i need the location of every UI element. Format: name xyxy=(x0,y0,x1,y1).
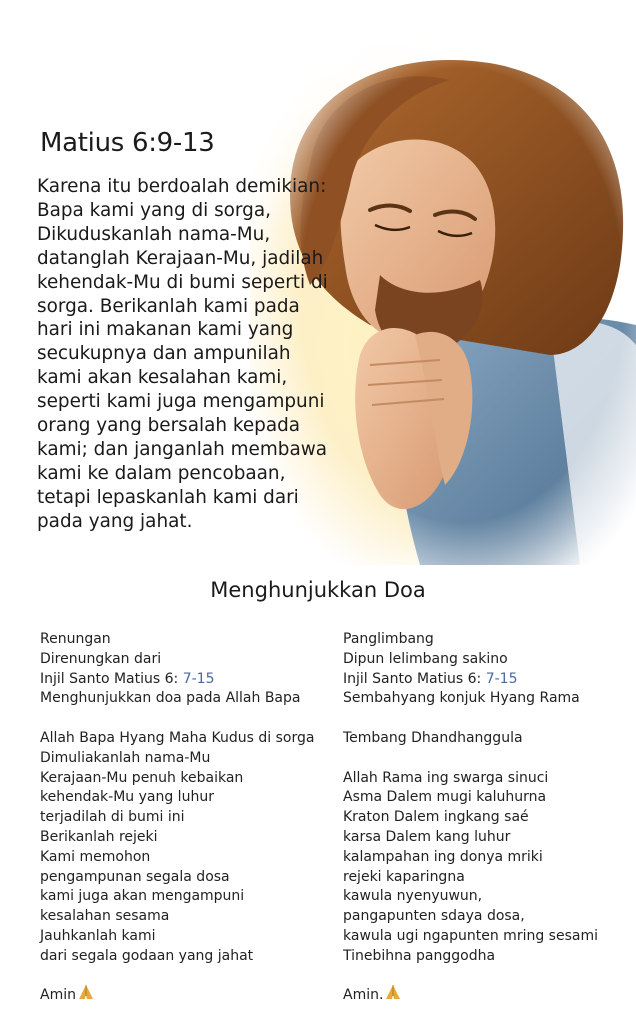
intro-line: Dipun lelimbang sakino xyxy=(343,650,508,667)
amen-right xyxy=(343,984,402,1003)
prayer-line: Dimuliakanlah nama-Mu xyxy=(40,749,211,766)
prayer-line: dari segala godaan yang jahat xyxy=(40,947,254,964)
prayer-line: kalampahan ing donya mriki xyxy=(343,848,543,865)
verse-line: seperti kami juga mengampuni xyxy=(37,391,325,413)
praying-hands-icon xyxy=(384,984,402,1002)
prayer-line: Tinebihna panggodha xyxy=(343,947,496,964)
verse-line: kami akan kesalahan kami, xyxy=(37,367,288,389)
amen-left xyxy=(40,984,95,1003)
intro-line: Direnungkan dari xyxy=(40,650,162,667)
reference-verses: 7-15 xyxy=(485,670,518,687)
scripture-verse-text xyxy=(37,175,337,534)
verse-line: hari ini makanan kami yang xyxy=(37,319,294,341)
prayer-line: Allah Bapa Hyang Maha Kudus di sorga xyxy=(40,729,315,746)
intro-line: Renungan xyxy=(40,631,111,647)
verse-line: secukupnya dan ampunilah xyxy=(37,343,291,365)
verse-line: tetapi lepaskanlah kami dari xyxy=(37,486,299,508)
verse-line: Karena itu berdoalah demikian: xyxy=(37,176,327,197)
prayer-subtitle: Menghunjukkan doa pada Allah Bapa xyxy=(40,690,301,707)
gospel-reference xyxy=(343,670,623,690)
intro-line: Panglimbang xyxy=(343,631,434,647)
verse-line: kami ke dalam pencobaan, xyxy=(37,462,286,484)
verse-line: datanglah Kerajaan-Mu, jadilah xyxy=(37,247,324,269)
prayer-line: Berikanlah rejeki xyxy=(40,828,158,845)
prayer-subtitle: Sembahyang konjuk Hyang Rama xyxy=(343,690,580,707)
reference-prefix: Injil Santo Matius 6: xyxy=(343,670,486,687)
prayer-line: terjadilah di bumi ini xyxy=(40,809,185,826)
verse-line: orang yang bersalah kepada xyxy=(37,415,301,437)
amen-text: Amin xyxy=(40,987,76,1003)
prayer-column-indonesian xyxy=(40,630,320,967)
prayer-line: Allah Rama ing swarga sinuci xyxy=(343,769,549,786)
verse-line: sorga. Berikanlah kami pada xyxy=(37,295,300,317)
prayer-line: pengampunan segala dosa xyxy=(40,868,230,885)
amen-text: Amin. xyxy=(343,987,384,1003)
prayer-line: Kraton Dalem ingkang saé xyxy=(343,809,529,826)
gospel-reference xyxy=(40,670,320,690)
prayer-line: karsa Dalem kang luhur xyxy=(343,828,511,845)
verse-line: Dikuduskanlah nama-Mu, xyxy=(37,223,271,245)
prayer-line: kehendak-Mu yang luhur xyxy=(40,789,214,806)
prayer-line: kami juga akan mengampuni xyxy=(40,888,245,905)
prayer-line: rejeki kaparingna xyxy=(343,868,465,885)
prayer-line: Jauhkanlah kami xyxy=(40,927,156,944)
prayer-line: kawula nyenyuwun, xyxy=(343,888,483,905)
reference-verses: 7-15 xyxy=(182,670,215,687)
prayer-line: Asma Dalem mugi kaluhurna xyxy=(343,789,547,806)
prayer-line: kawula ugi ngapunten mring sesami xyxy=(343,927,598,944)
prayer-line: Kerajaan-Mu penuh kebaikan xyxy=(40,769,244,786)
reference-prefix: Injil Santo Matius 6: xyxy=(40,670,183,687)
praying-hands-icon xyxy=(77,984,95,1002)
prayer-line: kesalahan sesama xyxy=(40,908,170,925)
spacer xyxy=(343,749,623,769)
prayer-line: Kami memohon xyxy=(40,848,151,865)
prayer-column-javanese xyxy=(343,630,623,967)
verse-line: kami; dan janganlah membawa xyxy=(37,438,328,460)
verse-line: pada yang jahat. xyxy=(37,510,193,532)
tembang-title: Tembang Dhandhanggula xyxy=(343,729,523,746)
verse-line: kehendak-Mu di bumi seperti di xyxy=(37,271,328,293)
scripture-reference-title: Matius 6:9-13 xyxy=(40,128,215,158)
prayer-line: pangapunten sdaya dosa, xyxy=(343,908,525,925)
spacer xyxy=(40,709,320,729)
spacer xyxy=(343,709,623,729)
verse-line: Bapa kami yang di sorga, xyxy=(37,199,271,221)
prayer-heading: Menghunjukkan Doa xyxy=(210,578,426,602)
